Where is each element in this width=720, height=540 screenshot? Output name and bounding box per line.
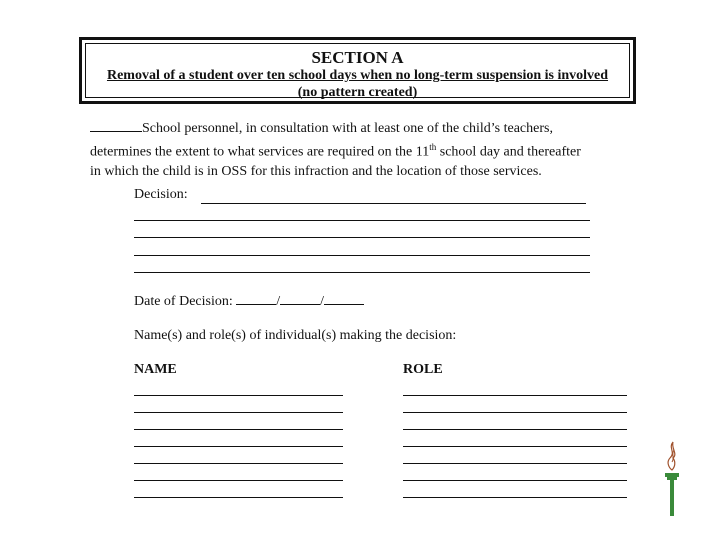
name-line-4[interactable]: [134, 446, 343, 447]
checkbox-blank[interactable]: [90, 118, 142, 132]
name-column-header: NAME: [134, 362, 177, 377]
role-column-header: ROLE: [403, 362, 443, 377]
role-line-3[interactable]: [403, 429, 627, 430]
section-subtitle-line2: (no pattern created): [297, 85, 418, 100]
date-label: Date of Decision:: [134, 294, 233, 309]
paragraph-line-1: [90, 118, 630, 138]
decision-label: Decision:: [134, 187, 188, 202]
paragraph-line-2: [90, 138, 630, 162]
role-line-5[interactable]: [403, 463, 627, 464]
role-line-2[interactable]: [403, 412, 627, 413]
role-line-6[interactable]: [403, 480, 627, 481]
name-line-5[interactable]: [134, 463, 343, 464]
date-year-blank[interactable]: [324, 292, 364, 305]
paragraph-text-2b: school day and thereafter: [436, 144, 581, 160]
date-month-blank[interactable]: [236, 292, 276, 305]
role-line-1[interactable]: [403, 395, 627, 396]
section-subtitle-line1: Removal of a student over ten school days when no long-term suspension is involved: [106, 68, 609, 83]
decision-line-3[interactable]: [134, 237, 590, 238]
decision-line-4[interactable]: [134, 255, 590, 256]
section-header-box: [79, 37, 636, 104]
section-header-inner: [85, 43, 630, 98]
name-line-1[interactable]: [134, 395, 343, 396]
instruction-paragraph: [90, 118, 630, 181]
role-line-7[interactable]: [403, 497, 627, 498]
name-line-7[interactable]: [134, 497, 343, 498]
name-line-3[interactable]: [134, 429, 343, 430]
paragraph-text-1: School personnel, in consultation with at least one of the child’s teachers,: [142, 121, 553, 136]
paragraph-superscript: th: [429, 142, 437, 152]
decision-line-5[interactable]: [134, 272, 590, 273]
date-day-blank[interactable]: [280, 292, 320, 305]
date-of-decision: [134, 292, 364, 310]
name-line-2[interactable]: [134, 412, 343, 413]
paragraph-line-3: in which the child is in OSS for this infraction and the location of those services.: [90, 163, 542, 179]
names-prompt: Name(s) and role(s) of individual(s) making the decision:: [134, 328, 457, 343]
paragraph-text-2a: determines the extent to what services are required on the 11: [90, 144, 430, 160]
section-title: SECTION A: [311, 48, 404, 67]
decision-line-2[interactable]: [134, 220, 590, 221]
date-separator-1: /: [276, 294, 281, 309]
role-line-4[interactable]: [403, 446, 627, 447]
decision-line-1[interactable]: [201, 203, 586, 204]
torch-icon: [660, 440, 684, 518]
name-line-6[interactable]: [134, 480, 343, 481]
date-separator-2: /: [320, 294, 325, 309]
